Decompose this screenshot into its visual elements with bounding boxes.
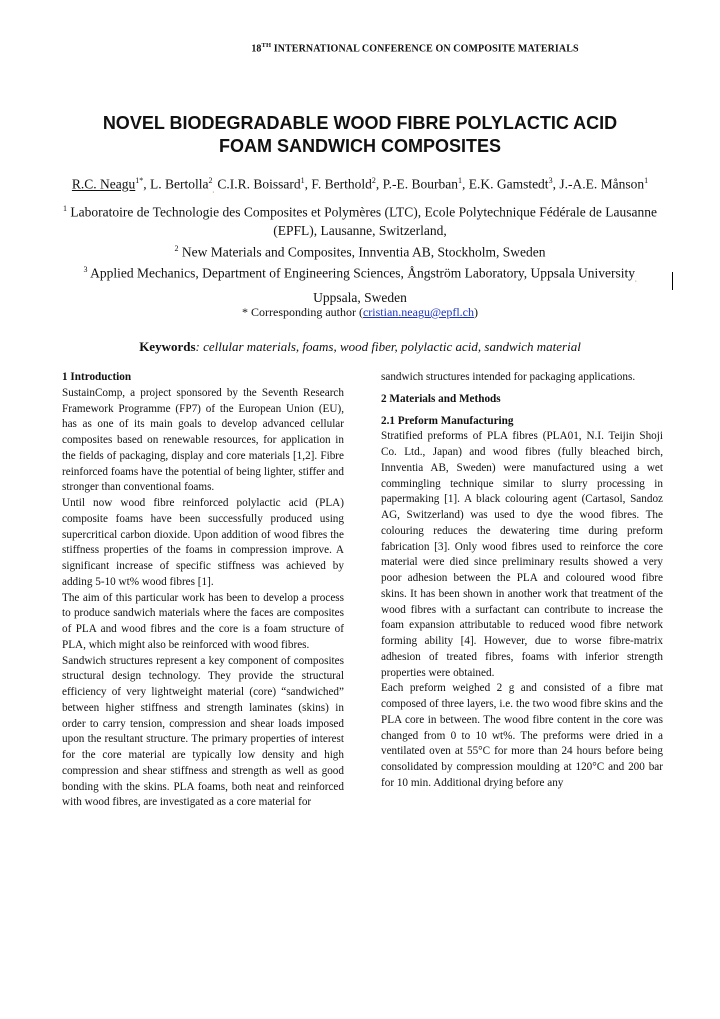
- keywords-text: : cellular materials, foams, wood fiber, polylactic acid, sandwich material: [195, 339, 581, 354]
- affiliation-2: $^2$ New Materials and Composites, Innventia AB, Stockholm, Sweden: [174, 243, 546, 260]
- author-name: F. Berthold: [311, 176, 372, 192]
- email-link[interactable]: cristian.neagu@epfl.ch: [362, 305, 474, 319]
- paragraph: The aim of this particular work has been to develop a process to produce sandwich materials where the faces are composites of PLA and wood fibres and the core is a foam structure of PLA, which might also be reinforced with wood fibres.: [62, 591, 344, 651]
- author-name: C.I.R. Boissard: [217, 176, 301, 192]
- paragraph: Each preform weighed 2 g and consisted of a fibre mat composed of three layers, i.e. the two wood fibre skins and the PLA core in between. The wood fibre content in the core was changed from 0 to 10 wt%. The preforms were dried in a ventilated oven at 55°C for more than 24 hours before being consolidated by compression moulding at 120°C and 200 bar for 10 min. Additional drying before any: [381, 682, 663, 789]
- paper-title: [0, 112, 720, 158]
- section-heading-materials-methods: 2 Materials and Methods: [381, 392, 501, 405]
- paragraph: SustainComp, a project sponsored by the Seventh Research Framework Programme (FP7) of the European Union (EU), has as one of its main goals to develop advanced cellular composites based on renewable resources, for application in the fields of packaging, display and core materials [1,2]. Fibre reinforced foams have the potential of being lighter, stiffer and stronger than conventional foams.: [62, 386, 344, 494]
- affiliation-3: $^3$ Applied Mechanics, Department of Engineering Sciences, Ångström Laboratory, Uppsala University$_,$ Uppsala, Sweden: [83, 265, 637, 306]
- author-name: L. Bertolla: [150, 176, 209, 192]
- subsection-heading-preform: 2.1 Preform Manufacturing: [381, 414, 514, 427]
- paragraph: Until now wood fibre reinforced polylactic acid (PLA) composite foams have been successfully produced using supercritical carbon dioxide. Upon addition of wood fibres the stiffness properties of the foams in compression improve. A significant increase of specific stiffness was achieved by adding 5-10 wt% wood fibres [1].: [62, 497, 344, 588]
- title-line-2: FOAM SANDWICH COMPOSITES: [219, 136, 501, 156]
- author-name: R.C. Neagu: [71, 176, 136, 192]
- corresponding-author: * Corresponding author (cristian.neagu@epfl.ch): [242, 305, 478, 319]
- section-heading-introduction: 1 Introduction: [62, 371, 132, 383]
- left-column: [62, 370, 344, 811]
- title-line-1: NOVEL BIODEGRADABLE WOOD FIBRE POLYLACTIC ACID: [102, 113, 618, 133]
- paragraph: Sandwich structures represent a key component of composites structural design technology. They provide the structural efficiency of very lightweight material (core) “sandwiched” between higher stiffness and strength laminates (skins) in order to carry tension, compression and shear loads imposed upon the resultant structure. The primary properties of interest for the core material are typically low density and high compression and shear stiffness and strength as well as good bonding with the skins. PLA foams, both neat and reinforced with wood fibres, are investigated as a core material for: [62, 654, 344, 809]
- author-name: E.K. Gamstedt: [468, 176, 549, 192]
- paragraph-continuation: sandwich structures intended for packaging applications.: [381, 371, 636, 383]
- author-block: [60, 172, 660, 307]
- conference-header: 18TH INTERNATIONAL CONFERENCE ON COMPOSITE MATERIALS: [251, 42, 579, 55]
- keywords-label: Keywords: [139, 339, 196, 354]
- author-list: R.C. Neagu$^{1*}$, L. Bertolla$^2_,$ C.I.R. Boissard$^1$, F. Berthold$^2$, P.-E. Bourban$^1$, E.K. Gamstedt$^3$, J.-A.E. Månson$^1$: [71, 176, 649, 195]
- author-name: J.-A.E. Månson: [559, 176, 645, 192]
- text-cursor: [672, 272, 673, 290]
- affiliation-1: $^1$ Laboratoire de Technologie des Composites et Polymères (LTC), Ecole Polytechnique Fédérale de Lausanne (EPFL), Lausanne, Switzerland,: [63, 204, 657, 238]
- right-column: [381, 370, 663, 792]
- author-name: P.-E. Bourban: [382, 176, 458, 192]
- paragraph: Stratified preforms of PLA fibres (PLA01, N.I. Teijin Shoji Co. Ltd., Japan) and wood fibres (fully bleached birch, Innventia AB, Sweden) were manufactured using a wet commingling technique similar to slurry processing in papermaking [1]. A black colouring agent (Cartasol, Sandoz AG, Switzerland) was used to dye the wood fibres. The colouring reduces the dewatering time during preform fabrication [3]. Only wood fibres used to reinforce the core material were died since preliminary results showed a very poor adhesion between the PLA and coloured wood fibre skins. It has been shown in another work that treatment of the wood fibres with a surfactant can contribute to increase the foam expansion attributable to reduced wood fibre network forming ability [4]. However, due to worse fibre-matrix adhesion of treated fibres, foams with inferior strength properties were obtained.: [381, 430, 663, 679]
- keywords-line: [0, 339, 720, 355]
